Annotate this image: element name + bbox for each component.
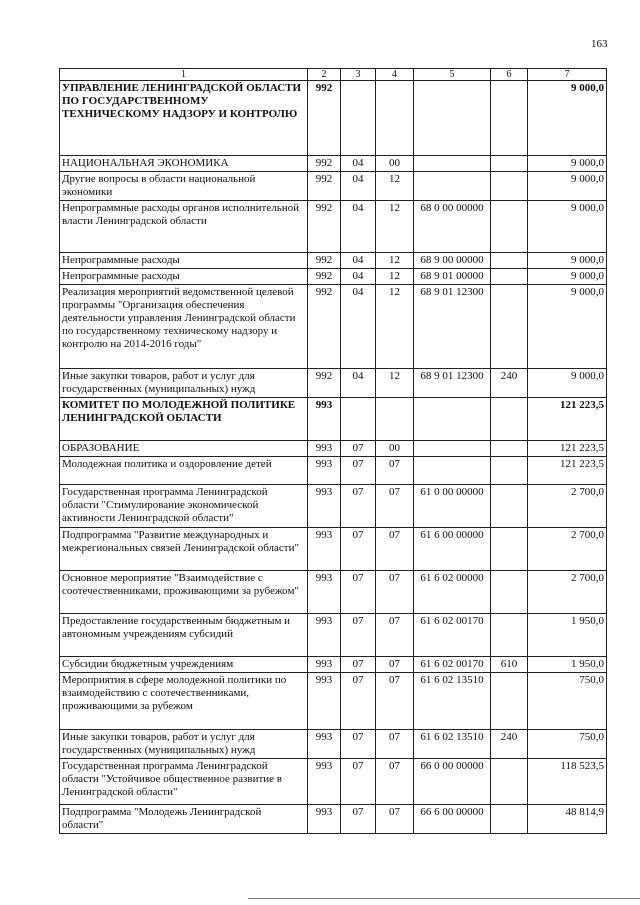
row-section: 04 [341, 201, 376, 253]
column-header: 4 [376, 69, 414, 81]
row-section: 07 [341, 730, 376, 759]
row-name: Государственная программа Ленинградской области "Стимулирование экономической активности Ленинградской области" [60, 485, 308, 528]
row-code: 993 [308, 673, 341, 730]
row-expense-type [491, 614, 528, 657]
row-name: Подпрограмма "Молодежь Ленинградской области" [60, 805, 308, 834]
row-subsection: 12 [376, 269, 414, 285]
row-code: 992 [308, 285, 341, 369]
row-expense-type [491, 253, 528, 269]
row-subsection: 07 [376, 805, 414, 834]
row-target: 68 9 00 00000 [414, 253, 491, 269]
row-name: Предоставление государственным бюджетным и автономным учреждениям субсидий [60, 614, 308, 657]
row-target: 61 6 02 00170 [414, 614, 491, 657]
row-amount: 118 523,5 [528, 759, 607, 805]
page-number: 163 [591, 38, 608, 50]
row-expense-type [491, 805, 528, 834]
column-header: 1 [60, 69, 308, 81]
row-code: 992 [308, 201, 341, 253]
row-target: 61 6 02 00170 [414, 657, 491, 673]
column-header-row [60, 69, 607, 81]
row-name: Непрограммные расходы органов исполнительной власти Ленинградской области [60, 201, 308, 253]
row-subsection [376, 398, 414, 441]
row-target: 61 6 02 13510 [414, 730, 491, 759]
row-subsection: 07 [376, 759, 414, 805]
row-code: 993 [308, 441, 341, 457]
row-expense-type [491, 457, 528, 485]
column-header: 5 [414, 69, 491, 81]
row-target: 61 6 00 00000 [414, 528, 491, 571]
table-row [60, 805, 607, 834]
table-row [60, 730, 607, 759]
row-subsection: 00 [376, 441, 414, 457]
row-target [414, 81, 491, 156]
row-code: 993 [308, 614, 341, 657]
row-expense-type: 240 [491, 730, 528, 759]
row-target: 61 0 00 00000 [414, 485, 491, 528]
row-subsection: 12 [376, 369, 414, 398]
row-subsection: 07 [376, 730, 414, 759]
row-amount: 1 950,0 [528, 614, 607, 657]
row-code: 993 [308, 398, 341, 441]
row-section: 07 [341, 614, 376, 657]
row-name: Иные закупки товаров, работ и услуг для государственных (муниципальных) нужд [60, 730, 308, 759]
column-header: 3 [341, 69, 376, 81]
row-target [414, 441, 491, 457]
row-section: 07 [341, 805, 376, 834]
row-section [341, 81, 376, 156]
row-expense-type [491, 201, 528, 253]
row-expense-type [491, 673, 528, 730]
row-code: 993 [308, 759, 341, 805]
row-section: 07 [341, 673, 376, 730]
table-row [60, 759, 607, 805]
table-row [60, 269, 607, 285]
table-row [60, 441, 607, 457]
row-expense-type [491, 398, 528, 441]
table-row [60, 614, 607, 657]
row-expense-type [491, 156, 528, 172]
row-subsection: 07 [376, 673, 414, 730]
table-row [60, 528, 607, 571]
row-code: 993 [308, 805, 341, 834]
table-row [60, 369, 607, 398]
row-section: 04 [341, 156, 376, 172]
row-target [414, 398, 491, 441]
row-amount: 2 700,0 [528, 571, 607, 614]
row-code: 992 [308, 172, 341, 201]
row-subsection [376, 81, 414, 156]
row-subsection: 12 [376, 172, 414, 201]
table-row [60, 285, 607, 369]
row-section: 04 [341, 172, 376, 201]
row-expense-type [491, 528, 528, 571]
row-target: 68 9 01 12300 [414, 369, 491, 398]
column-header: 7 [528, 69, 607, 81]
row-code: 993 [308, 571, 341, 614]
row-name: Реализация мероприятий ведомственной целевой программы "Организация обеспечения деятельности управления Ленинградской области по государственному техническому надзору и контролю на 2014-2016 годы" [60, 285, 308, 369]
row-section: 07 [341, 441, 376, 457]
row-target: 68 0 00 00000 [414, 201, 491, 253]
row-name: Субсидии бюджетным учреждениям [60, 657, 308, 673]
row-amount: 2 700,0 [528, 485, 607, 528]
row-expense-type: 240 [491, 369, 528, 398]
row-code: 992 [308, 253, 341, 269]
row-code: 993 [308, 657, 341, 673]
table-row [60, 81, 607, 156]
row-amount: 9 000,0 [528, 201, 607, 253]
row-amount: 9 000,0 [528, 253, 607, 269]
row-amount: 9 000,0 [528, 285, 607, 369]
row-amount: 121 223,5 [528, 441, 607, 457]
row-amount: 2 700,0 [528, 528, 607, 571]
row-subsection: 12 [376, 201, 414, 253]
row-name: Другие вопросы в области национальной экономики [60, 172, 308, 201]
row-code: 992 [308, 81, 341, 156]
column-header: 2 [308, 69, 341, 81]
row-section [341, 398, 376, 441]
row-name: Подпрограмма "Развитие международных и межрегиональных связей Ленинградской области" [60, 528, 308, 571]
row-name: КОМИТЕТ ПО МОЛОДЕЖНОЙ ПОЛИТИКЕ ЛЕНИНГРАДСКОЙ ОБЛАСТИ [60, 398, 308, 441]
row-amount: 9 000,0 [528, 269, 607, 285]
row-amount: 48 814,9 [528, 805, 607, 834]
row-expense-type [491, 81, 528, 156]
row-code: 993 [308, 485, 341, 528]
row-code: 992 [308, 269, 341, 285]
table-row [60, 172, 607, 201]
table-row [60, 253, 607, 269]
row-subsection: 07 [376, 457, 414, 485]
row-code: 993 [308, 528, 341, 571]
row-section: 07 [341, 759, 376, 805]
row-amount: 121 223,5 [528, 398, 607, 441]
table-row [60, 201, 607, 253]
row-target: 66 0 00 00000 [414, 759, 491, 805]
row-expense-type: 610 [491, 657, 528, 673]
table-row [60, 156, 607, 172]
row-section: 07 [341, 528, 376, 571]
column-header: 6 [491, 69, 528, 81]
row-name: Непрограммные расходы [60, 269, 308, 285]
row-name: Государственная программа Ленинградской области "Устойчивое общественное развитие в Ленинградской области" [60, 759, 308, 805]
table-row [60, 571, 607, 614]
row-target: 66 6 00 00000 [414, 805, 491, 834]
row-section: 07 [341, 485, 376, 528]
row-amount: 750,0 [528, 673, 607, 730]
row-target: 68 9 01 00000 [414, 269, 491, 285]
row-expense-type [491, 485, 528, 528]
row-code: 993 [308, 730, 341, 759]
row-name: УПРАВЛЕНИЕ ЛЕНИНГРАДСКОЙ ОБЛАСТИ ПО ГОСУДАРСТВЕННОМУ ТЕХНИЧЕСКОМУ НАДЗОРУ И КОНТРОЛЮ [60, 81, 308, 156]
row-section: 04 [341, 253, 376, 269]
row-target: 68 9 01 12300 [414, 285, 491, 369]
row-target [414, 156, 491, 172]
row-section: 04 [341, 285, 376, 369]
row-section: 07 [341, 657, 376, 673]
row-code: 992 [308, 156, 341, 172]
row-amount: 9 000,0 [528, 369, 607, 398]
footer-line [248, 898, 640, 899]
row-amount: 1 950,0 [528, 657, 607, 673]
row-name: Непрограммные расходы [60, 253, 308, 269]
table-row [60, 398, 607, 441]
row-name: Основное мероприятие "Взаимодействие с соотечественниками, проживающими за рубежом" [60, 571, 308, 614]
row-expense-type [491, 571, 528, 614]
row-target [414, 457, 491, 485]
row-section: 07 [341, 571, 376, 614]
row-amount: 121 223,5 [528, 457, 607, 485]
row-expense-type [491, 269, 528, 285]
row-target: 61 6 02 00000 [414, 571, 491, 614]
row-amount: 9 000,0 [528, 81, 607, 156]
row-subsection: 07 [376, 614, 414, 657]
row-target: 61 6 02 13510 [414, 673, 491, 730]
row-name: Молодежная политика и оздоровление детей [60, 457, 308, 485]
row-subsection: 07 [376, 485, 414, 528]
row-target [414, 172, 491, 201]
row-subsection: 00 [376, 156, 414, 172]
row-section: 04 [341, 369, 376, 398]
table-row [60, 673, 607, 730]
row-name: ОБРАЗОВАНИЕ [60, 441, 308, 457]
row-amount: 9 000,0 [528, 156, 607, 172]
row-subsection: 12 [376, 285, 414, 369]
table-row [60, 485, 607, 528]
row-expense-type [491, 172, 528, 201]
row-name: Иные закупки товаров, работ и услуг для государственных (муниципальных) нужд [60, 369, 308, 398]
table-row [60, 457, 607, 485]
row-expense-type [491, 285, 528, 369]
budget-table [59, 68, 607, 834]
row-code: 993 [308, 457, 341, 485]
row-subsection: 12 [376, 253, 414, 269]
row-section: 07 [341, 457, 376, 485]
row-amount: 9 000,0 [528, 172, 607, 201]
row-section: 04 [341, 269, 376, 285]
row-name: НАЦИОНАЛЬНАЯ ЭКОНОМИКА [60, 156, 308, 172]
row-subsection: 07 [376, 571, 414, 614]
row-code: 992 [308, 369, 341, 398]
table-row [60, 657, 607, 673]
row-expense-type [491, 759, 528, 805]
row-subsection: 07 [376, 528, 414, 571]
row-subsection: 07 [376, 657, 414, 673]
row-name: Мероприятия в сфере молодежной политики по взаимодействию с соотечественниками, проживающими за рубежом [60, 673, 308, 730]
row-amount: 750,0 [528, 730, 607, 759]
row-expense-type [491, 441, 528, 457]
